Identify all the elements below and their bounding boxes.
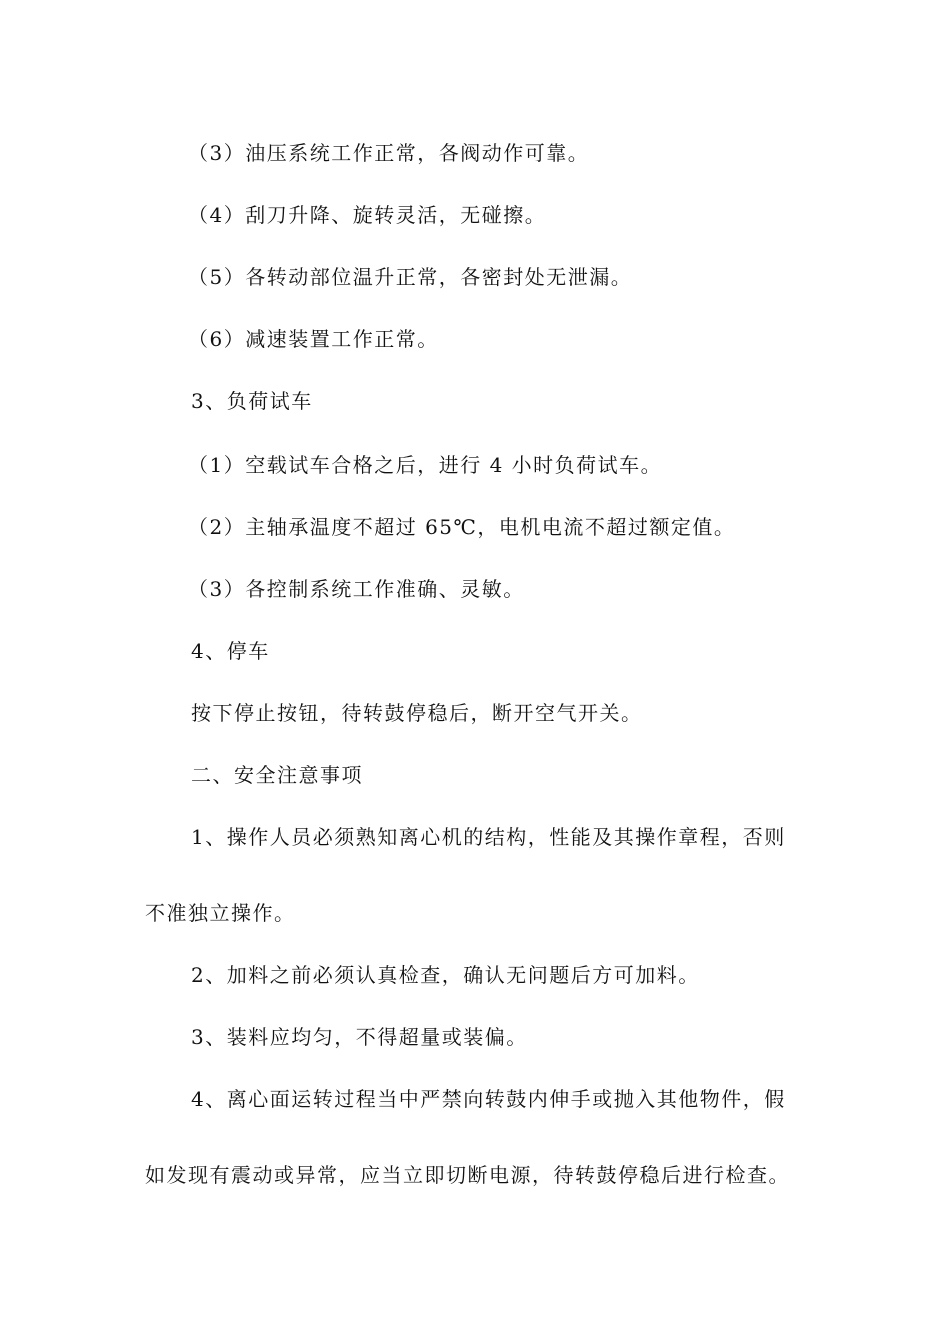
chapter-heading: 二、安全注意事项 [191,763,363,787]
text-line: （4）刮刀升降、旋转灵活，无碰擦。 [188,203,547,227]
text-line: （3）各控制系统工作准确、灵敏。 [188,577,525,601]
text-line-continuation: 如发现有震动或异常，应当立即切断电源，待转鼓停稳后进行检查。 [145,1163,790,1187]
text-line: （3）油压系统工作正常，各阀动作可靠。 [188,141,590,165]
section-heading: 3、负荷试车 [191,389,313,413]
text-line: 4、离心面运转过程当中严禁向转鼓内伸手或抛入其他物件，假 [191,1087,786,1111]
text-line: 3、装料应均匀，不得超量或装偏。 [191,1025,528,1049]
text-line: （6）减速装置工作正常。 [188,327,439,351]
section-heading: 4、停车 [191,639,270,663]
text-line: 1、操作人员必须熟知离心机的结构，性能及其操作章程，否则 [191,825,786,849]
text-line: （1）空载试车合格之后，进行 4 小时负荷试车。 [188,453,663,477]
text-line: 2、加料之前必须认真检查，确认无问题后方可加料。 [191,963,700,987]
text-line: 按下停止按钮，待转鼓停稳后，断开空气开关。 [191,701,643,725]
text-line: （2）主轴承温度不超过 65℃，电机电流不超过额定值。 [188,515,736,539]
text-line: （5）各转动部位温升正常，各密封处无泄漏。 [188,265,633,289]
text-line-continuation: 不准独立操作。 [145,901,296,925]
